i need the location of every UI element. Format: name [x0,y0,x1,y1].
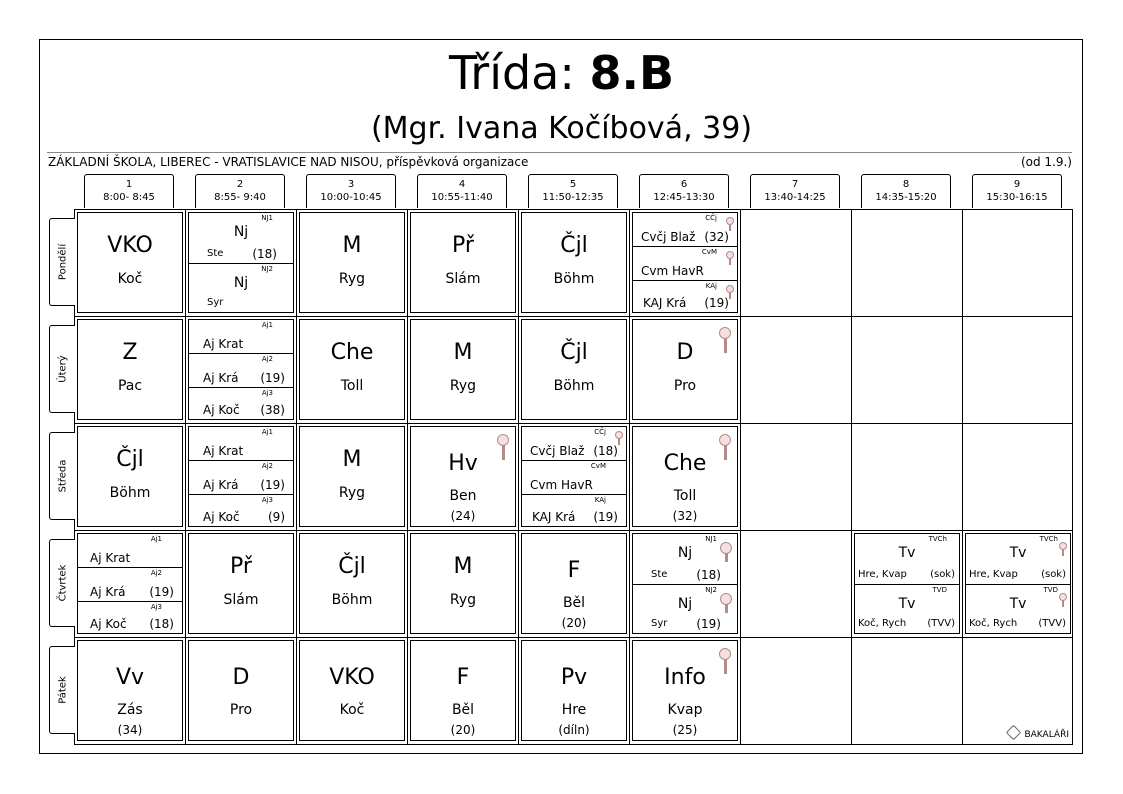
lesson-teacher: Syr [207,297,224,308]
lesson-group [189,264,293,312]
lesson-info: Aj Krá [203,371,239,385]
lesson-tue-2[interactable] [188,319,294,420]
lesson-wed-3[interactable] [299,426,405,527]
lesson-info: Aj Krat [203,337,244,351]
period-number: 8 [902,179,910,190]
lesson-mon-2[interactable] [188,212,294,313]
lesson-thu-4[interactable] [410,533,516,634]
lesson-teacher: Slám [445,271,481,287]
lesson-thu-2[interactable] [188,533,294,634]
lesson-info: Aj Krá [90,585,126,599]
lesson-fri-2[interactable] [188,640,294,741]
lesson-teacher: Ste [651,569,668,580]
period-time: 10:00-10:45 [320,192,382,203]
grid-line [740,209,741,745]
grid-line [407,209,408,745]
grid-line [185,209,186,745]
lesson-tue-6[interactable] [632,319,738,420]
lesson-subject: Čjl [116,447,144,472]
lesson-teacher: Böhm [331,592,373,608]
lesson-group [633,534,737,584]
group-code: Aj2 [261,462,273,470]
lesson-group [189,495,293,526]
bakalari-brand [1008,727,1069,741]
group-code: KAj [705,282,717,290]
lesson-subject: M [342,233,362,258]
lesson-room: (19) [704,296,729,310]
lesson-room: (19) [593,510,618,524]
lesson-info: Cvčj Blaž [641,230,696,244]
valid-from: (od 1.9.) [1020,155,1072,169]
lesson-subject: Př [230,554,252,579]
lesson-thu-9[interactable] [965,533,1071,634]
period-number: 5 [569,179,577,190]
lesson-room: (18) [149,617,174,631]
lesson-group [966,534,1070,584]
group-code: TVD [932,586,947,594]
lesson-thu-1[interactable] [77,533,183,634]
lesson-teacher: Ryg [338,485,366,501]
group-code: TVCh [928,535,947,543]
lesson-group [189,388,293,419]
lesson-teacher: Ryg [449,592,477,608]
lesson-mon-3[interactable] [299,212,405,313]
lesson-subject: Info [664,665,706,690]
lesson-subject: Nj [233,275,249,291]
period-header-2 [195,174,285,208]
period-header-1 [84,174,174,208]
grid-line [518,209,519,745]
group-code: Aj1 [150,535,162,543]
period-header-5 [528,174,618,208]
lesson-wed-5[interactable] [521,426,627,527]
lesson-subject: D [676,340,694,365]
lesson-subject: Pv [560,665,588,690]
period-header-6 [639,174,729,208]
lesson-thu-3[interactable] [299,533,405,634]
lesson-room: (sok) [930,569,955,580]
group-code: CvM [701,248,717,256]
lesson-subject: D [232,665,250,690]
period-time: 13:40-14:25 [764,192,826,203]
lesson-teacher: Syr [651,618,668,629]
lesson-teacher: Pro [229,702,253,718]
day-header-monday [49,218,75,306]
lesson-teacher: Zás [117,702,143,718]
lesson-fri-3[interactable] [299,640,405,741]
lesson-group [855,534,959,584]
group-code: CvM [590,462,606,470]
group-code: TVCh [1039,535,1058,543]
day-label: Středa [57,459,68,493]
period-number: 4 [458,179,466,190]
lesson-teacher: Běl [562,595,586,611]
lesson-subject: Che [663,451,707,476]
lesson-teacher: Pac [117,378,143,394]
day-label: Čtvrtek [57,564,68,602]
lesson-room: (18) [252,247,277,261]
key-icon [726,251,734,265]
lesson-teacher: Böhm [109,485,151,501]
lesson-teacher: Koč [339,702,365,718]
lesson-room: (19) [260,371,285,385]
day-label: Pátek [57,676,68,704]
lesson-subject: Čjl [560,340,588,365]
group-code: Aj1 [261,321,273,329]
lesson-info: Aj Koč [203,510,240,524]
lesson-teacher: Kvap [667,702,703,718]
school-name: ZÁKLADNÍ ŠKOLA, LIBEREC - VRATISLAVICE NAD NISOU, příspěvková organizace [48,155,529,169]
lesson-group [966,585,1070,633]
lesson-subject: Z [122,340,138,365]
group-code: NJ2 [261,265,273,273]
day-header-friday [49,646,75,734]
period-number: 2 [236,179,244,190]
period-header-9 [972,174,1062,208]
period-time: 12:45-13:30 [653,192,715,203]
lesson-thu-5[interactable] [521,533,627,634]
lesson-tue-1[interactable] [77,319,183,420]
lesson-wed-4[interactable] [410,426,516,527]
group-code: CČj [594,428,606,436]
lesson-subject: M [453,554,473,579]
period-header-8 [861,174,951,208]
lesson-group [189,213,293,263]
lesson-group [189,461,293,494]
group-code: NJ1 [261,214,273,222]
lesson-fri-6[interactable] [632,640,738,741]
day-label: Úterý [57,355,68,383]
lesson-info: Cvčj Blaž [530,444,585,458]
lesson-group [189,354,293,387]
lesson-mon-4[interactable] [410,212,516,313]
group-code: Aj3 [150,603,162,611]
lesson-group [633,247,737,280]
period-time: 15:30-16:15 [986,192,1048,203]
title-prefix: Třída: [448,46,575,100]
lesson-subject: Př [452,233,474,258]
period-number: 9 [1013,179,1021,190]
group-code: KAj [594,496,606,504]
grid-line [962,209,963,745]
lesson-group [522,461,626,494]
lesson-subject: Nj [677,545,693,561]
group-code: Aj3 [261,496,273,504]
bakalari-logo-icon [1006,725,1022,741]
lesson-teacher: Koč, Rych [969,618,1018,629]
lesson-group [633,213,737,246]
lesson-teacher: Hre [561,702,587,718]
grid-line [74,530,1073,531]
lesson-room: (32) [704,230,729,244]
lesson-group [855,585,959,633]
lesson-room: (20) [561,616,587,630]
day-header-wednesday [49,432,75,520]
brand-label: BAKALÁŘI [1024,730,1069,740]
lesson-room: (18) [593,444,618,458]
period-time: 14:35-15:20 [875,192,937,203]
lesson-room: (9) [268,510,285,524]
lesson-teacher: Ryg [449,378,477,394]
lesson-subject: M [342,447,362,472]
lesson-subject: Hv [448,451,478,476]
lesson-teacher: Hre, Kvap [858,569,907,580]
lesson-room: (díln) [558,723,590,737]
group-code: NJ1 [705,535,717,543]
lesson-subject: M [453,340,473,365]
lesson-teacher: Ryg [338,271,366,287]
day-header-tuesday [49,325,75,413]
group-code: Aj2 [261,355,273,363]
lesson-mon-5[interactable] [521,212,627,313]
lesson-teacher: Böhm [553,271,595,287]
lesson-teacher: Slám [223,592,259,608]
lesson-info: KAJ Krá [532,510,576,524]
lesson-fri-1[interactable] [77,640,183,741]
lesson-group [189,427,293,460]
group-code: Aj2 [150,569,162,577]
day-label: Pondělí [57,243,68,281]
lesson-room: (32) [672,509,698,523]
period-number: 1 [125,179,133,190]
lesson-info: Cvm HavR [641,264,704,278]
lesson-subject: F [567,558,581,583]
lesson-room: (TVV) [1038,618,1066,629]
group-code: NJ2 [705,586,717,594]
lesson-info: Aj Krat [203,444,244,458]
lesson-group [189,320,293,353]
group-code: TVD [1043,586,1058,594]
period-header-7 [750,174,840,208]
lesson-room: (TVV) [927,618,955,629]
lesson-tue-4[interactable] [410,319,516,420]
period-header-4 [417,174,507,208]
grid-line [851,209,852,745]
group-code: Aj1 [261,428,273,436]
lesson-room: (38) [260,403,285,417]
lesson-info: Aj Koč [203,403,240,417]
lesson-subject: Tv [898,545,916,561]
lesson-room: (34) [117,723,143,737]
lesson-fri-4[interactable] [410,640,516,741]
lesson-room: (19) [260,478,285,492]
group-code: Aj3 [261,389,273,397]
lesson-teacher: Toll [340,378,364,394]
lesson-subject: Čjl [560,233,588,258]
period-time: 8:55- 9:40 [214,192,266,203]
lesson-subject: Nj [677,596,693,612]
lesson-group [633,281,737,312]
grid-line [74,423,1073,424]
grid-line [296,209,297,745]
lesson-teacher: Böhm [553,378,595,394]
lesson-teacher: Pro [673,378,697,394]
period-time: 10:55-11:40 [431,192,493,203]
lesson-subject: VKO [107,233,153,258]
lesson-group [522,495,626,526]
lesson-info: Aj Krat [90,551,131,565]
period-time: 11:50-12:35 [542,192,604,203]
lesson-thu-6[interactable] [632,533,738,634]
class-teacher: (Mgr. Ivana Kočíbová, 39) [370,111,753,146]
header-divider [47,152,1072,153]
lesson-thu-8[interactable] [854,533,960,634]
grid-line [74,316,1073,317]
period-number: 7 [791,179,799,190]
lesson-teacher: Hre, Kvap [969,569,1018,580]
class-name: 8.B [589,46,675,100]
lesson-subject: Tv [1009,596,1027,612]
lesson-info: Aj Koč [90,617,127,631]
lesson-subject: Che [330,340,374,365]
lesson-info: KAJ Krá [643,296,687,310]
lesson-wed-2[interactable] [188,426,294,527]
lesson-info: Aj Krá [203,478,239,492]
lesson-room: (20) [450,723,476,737]
grid-line [74,637,1073,638]
lesson-teacher: Ste [207,248,224,259]
lesson-teacher: Koč [117,271,143,287]
lesson-group [78,568,182,601]
lesson-wed-6[interactable] [632,426,738,527]
lesson-subject: Vv [115,665,145,690]
lesson-mon-1[interactable] [77,212,183,313]
lesson-subject: Nj [233,224,249,240]
page-title [0,45,1123,101]
lesson-info: Cvm HavR [530,478,593,492]
lesson-teacher: Toll [673,488,697,504]
lesson-room: (24) [450,509,476,523]
lesson-group [78,534,182,567]
lesson-room: (19) [149,585,174,599]
lesson-tue-3[interactable] [299,319,405,420]
lesson-wed-1[interactable] [77,426,183,527]
lesson-teacher: Koč, Rych [858,618,907,629]
group-code: CČj [705,214,717,222]
lesson-group [633,585,737,633]
lesson-room: (19) [696,617,721,631]
lesson-subject: Čjl [338,554,366,579]
period-number: 6 [680,179,688,190]
lesson-group [522,427,626,460]
period-number: 3 [347,179,355,190]
period-header-3 [306,174,396,208]
lesson-room: (25) [672,723,698,737]
lesson-group [78,602,182,633]
day-header-thursday [49,539,75,627]
lesson-mon-6[interactable] [632,212,738,313]
lesson-room: (sok) [1041,569,1066,580]
lesson-teacher: Běl [451,702,475,718]
lesson-fri-5[interactable] [521,640,627,741]
lesson-room: (18) [696,568,721,582]
grid-line [629,209,630,745]
period-time: 8:00- 8:45 [103,192,155,203]
lesson-subject: Tv [1009,545,1027,561]
lesson-tue-5[interactable] [521,319,627,420]
lesson-subject: Tv [898,596,916,612]
lesson-teacher: Ben [449,488,477,504]
lesson-subject: VKO [329,665,375,690]
lesson-subject: F [456,665,470,690]
